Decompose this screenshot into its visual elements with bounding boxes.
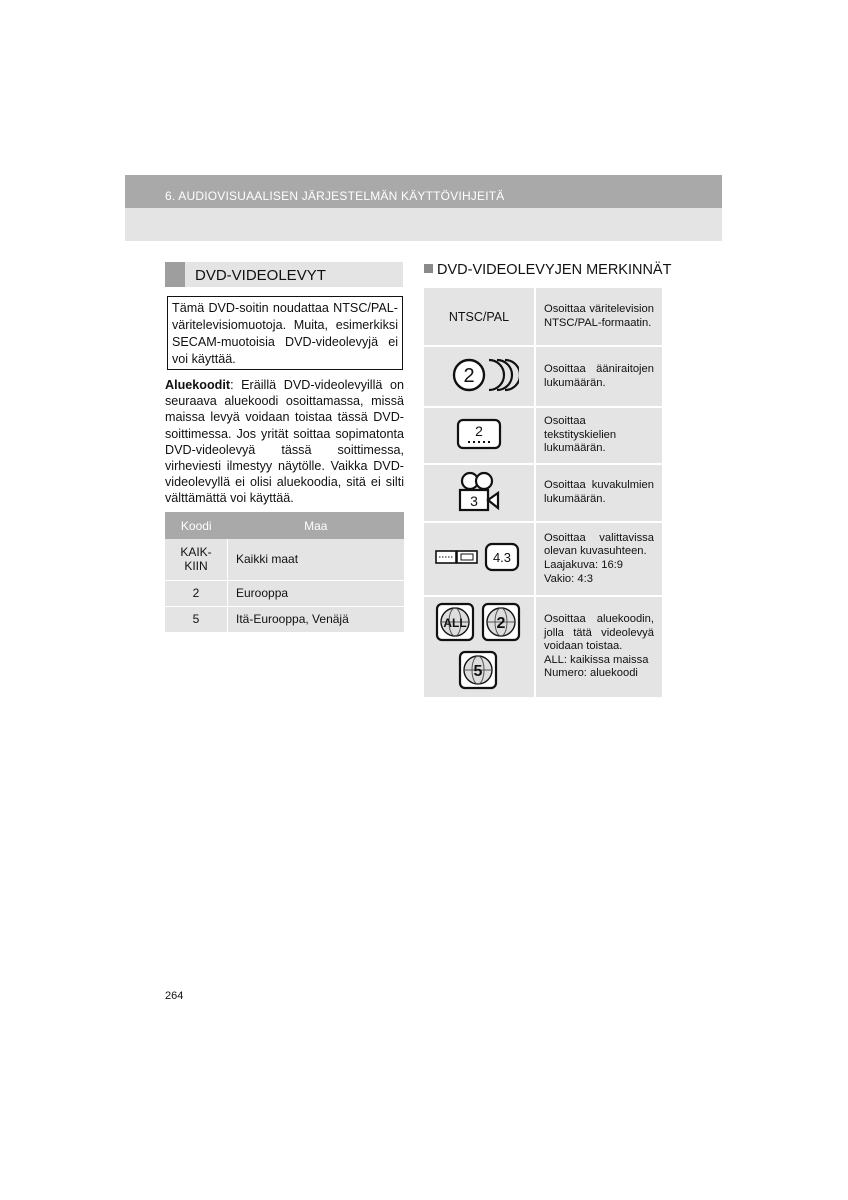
- ntsc-pal-symbol: NTSC/PAL: [424, 288, 535, 346]
- angles-description: Osoittaa kuvakulmien lukumäärän.: [535, 464, 662, 522]
- region-code-paragraph: [165, 377, 404, 507]
- marks-row-ntsc-pal: [424, 288, 662, 346]
- region-code-table: [165, 512, 404, 633]
- region-2-globe-icon: [483, 604, 519, 640]
- aspect-ratio-icon: [434, 538, 524, 578]
- aspect-description: Osoittaa valittavissa olevan kuvasuhteen. Laajakuva: 16:9 Vakio: 4:3: [535, 522, 662, 596]
- column-header-code: Koodi: [165, 512, 228, 539]
- camera-angles-number: 3: [470, 492, 478, 509]
- ntsc-pal-description: Osoittaa väritelevision NTSC/PAL-formaatin.: [535, 288, 662, 346]
- marks-row-subtitles: [424, 407, 662, 464]
- region-code-label: Aluekoodit: [165, 378, 231, 392]
- area-cell: Kaikki maat: [228, 539, 405, 580]
- chapter-title: 6. AUDIOVISUAALISEN JÄRJESTELMÄN KÄYTTÖVIHJEITÄ: [165, 189, 505, 203]
- marks-row-audio: [424, 346, 662, 407]
- table-row: [165, 539, 404, 580]
- subtitles-symbol-cell: [424, 407, 535, 464]
- audio-tracks-number: 2: [463, 365, 475, 387]
- area-cell: Itä-Eurooppa, Venäjä: [228, 606, 405, 632]
- column-header-area: Maa: [228, 512, 405, 539]
- chapter-header-subbar: [125, 208, 722, 241]
- notice-box: [167, 296, 403, 370]
- table-header-row: [165, 512, 404, 539]
- marks-row-region: [424, 596, 662, 698]
- heading-square-icon: [424, 264, 433, 273]
- region-2-label: 2: [496, 614, 506, 632]
- code-cell: 5: [165, 606, 228, 632]
- angles-symbol-cell: [424, 464, 535, 522]
- code-cell: KAIK- KIIN: [165, 539, 228, 580]
- code-cell: 2: [165, 580, 228, 606]
- table-row: [165, 606, 404, 632]
- region-all-label: ALL: [443, 615, 467, 630]
- chapter-header-bar: [125, 175, 722, 208]
- region-symbol-cell: [424, 596, 535, 698]
- aspect-symbol-cell: [424, 522, 535, 596]
- aspect-ratio-label: 4.3: [492, 549, 512, 565]
- subtitles-number: 2: [475, 423, 483, 439]
- area-cell: Eurooppa: [228, 580, 405, 606]
- heading-tab: [165, 262, 185, 287]
- heading-text: DVD-VIDEOLEVYT: [195, 267, 326, 284]
- audio-tracks-icon: [439, 355, 519, 395]
- camera-angles-icon: [454, 470, 504, 514]
- region-all-globe-icon: [437, 604, 473, 640]
- region-code-icon: [433, 600, 525, 692]
- subtitles-description: Osoittaa tekstityskielien lukumäärän.: [535, 407, 662, 464]
- audio-symbol-cell: [424, 346, 535, 407]
- table-row: [165, 580, 404, 606]
- page-number: 264: [165, 990, 184, 1002]
- dvd-marks-table: [424, 288, 662, 699]
- subtitles-icon: [454, 416, 504, 452]
- region-5-globe-icon: [460, 652, 496, 688]
- marks-row-angles: [424, 464, 662, 522]
- dvd-videolevyt-heading: [165, 262, 403, 287]
- marks-row-aspect: [424, 522, 662, 596]
- dvd-marks-heading: [424, 262, 671, 278]
- dvd-marks-heading-text: DVD-VIDEOLEVYJEN MERKINNÄT: [437, 262, 672, 278]
- region-code-text: : Eräillä DVD-videolevyillä on seuraava aluekoodi osoittamassa, missä maissa levyä voidaan toistaa tässä DVD-soittimessa. Jos yrität soittaa sopimatonta DVD-videolevyä tässä soittimessa, virheviesti ilmestyy näytölle. Vaikka DVD-videolevyllä ei olisi aluekoodia, sitä ei silti välttämättä voi käyttää.: [165, 378, 404, 506]
- notice-text: Tämä DVD-soitin noudattaa NTSC/PAL-väritelevisiomuotoja. Muita, esimerkiksi SECAM-muotoisia DVD-videolevyjä ei voi käyttää.: [172, 301, 398, 366]
- region-5-label: 5: [473, 662, 483, 680]
- region-description: Osoittaa aluekoodin, jolla tätä videolevyä voidaan toistaa. ALL: kaikissa maissa Numero: aluekoodi: [535, 596, 662, 698]
- audio-description: Osoittaa ääniraitojen lukumäärän.: [535, 346, 662, 407]
